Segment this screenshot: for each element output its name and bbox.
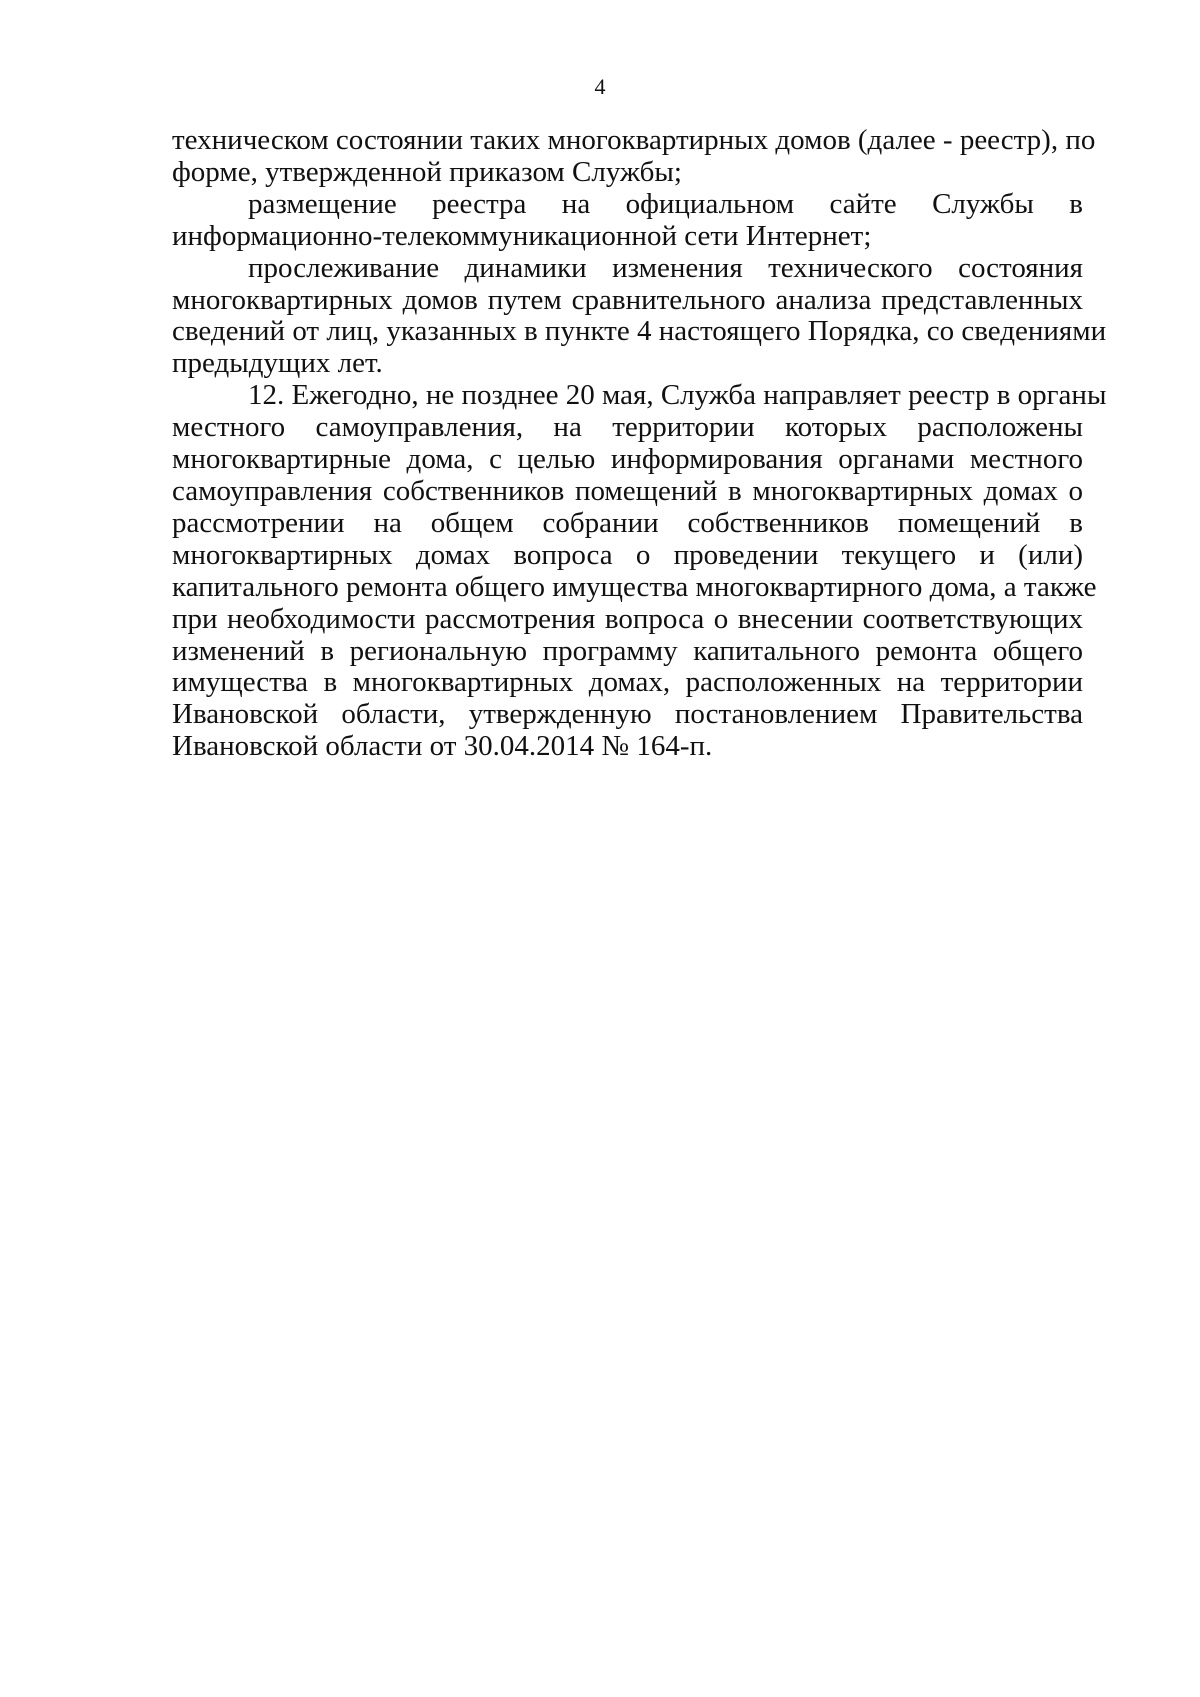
paragraph-registry-form <box>172 124 1096 189</box>
text-line: предыдущих лет. <box>172 347 383 380</box>
text-line: прослеживание динамики изменения технического состояния <box>248 251 1083 284</box>
text-line: изменений в региональную программу капитального ремонта общего <box>172 634 1083 667</box>
text-line: 12. Ежегодно, не позднее 20 мая, Служба направляет реестр в органы <box>248 379 1107 412</box>
paragraph-item-12 <box>172 379 1107 763</box>
text-line: капитального ремонта общего имущества многоквартирного дома, а также <box>172 570 1097 603</box>
text-line: размещение реестра на официальном сайте Службы в <box>248 187 1083 220</box>
paragraph-registry-publication <box>172 189 1083 253</box>
text-line: многоквартирных домах вопроса о проведении текущего и (или) <box>172 538 1083 571</box>
page-number: 4 <box>594 74 606 99</box>
text-line: сведений от лиц, указанных в пункте 4 настоящего Порядка, со сведениями <box>172 315 1107 348</box>
text-line: рассмотрении на общем собрании собственников помещений в <box>172 506 1083 539</box>
text-line: техническом состоянии таких многоквартирных домов (далее - реестр), по <box>172 124 1096 156</box>
text-line: Ивановской области от 30.04.2014 № 164-п. <box>172 730 713 763</box>
text-line: местного самоуправления, на территории которых расположены <box>172 411 1083 444</box>
text-line: многоквартирные дома, с целью информирования органами местного <box>172 443 1083 476</box>
text-line: многоквартирных домов путем сравнительного анализа представленных <box>172 283 1083 316</box>
text-line: при необходимости рассмотрения вопроса о внесении соответствующих <box>172 602 1083 635</box>
text-line: имущества в многоквартирных домах, расположенных на территории <box>172 666 1083 699</box>
text-line: информационно-телекоммуникационной сети Интернет; <box>172 219 872 252</box>
document-body <box>172 124 1107 763</box>
text-line: самоуправления собственников помещений в многоквартирных домах о <box>172 474 1083 507</box>
paragraph-condition-tracking <box>172 251 1107 381</box>
text-line: Ивановской области, утвержденную постановлением Правительства <box>172 698 1083 731</box>
text-line: форме, утвержденной приказом Службы; <box>172 155 682 188</box>
